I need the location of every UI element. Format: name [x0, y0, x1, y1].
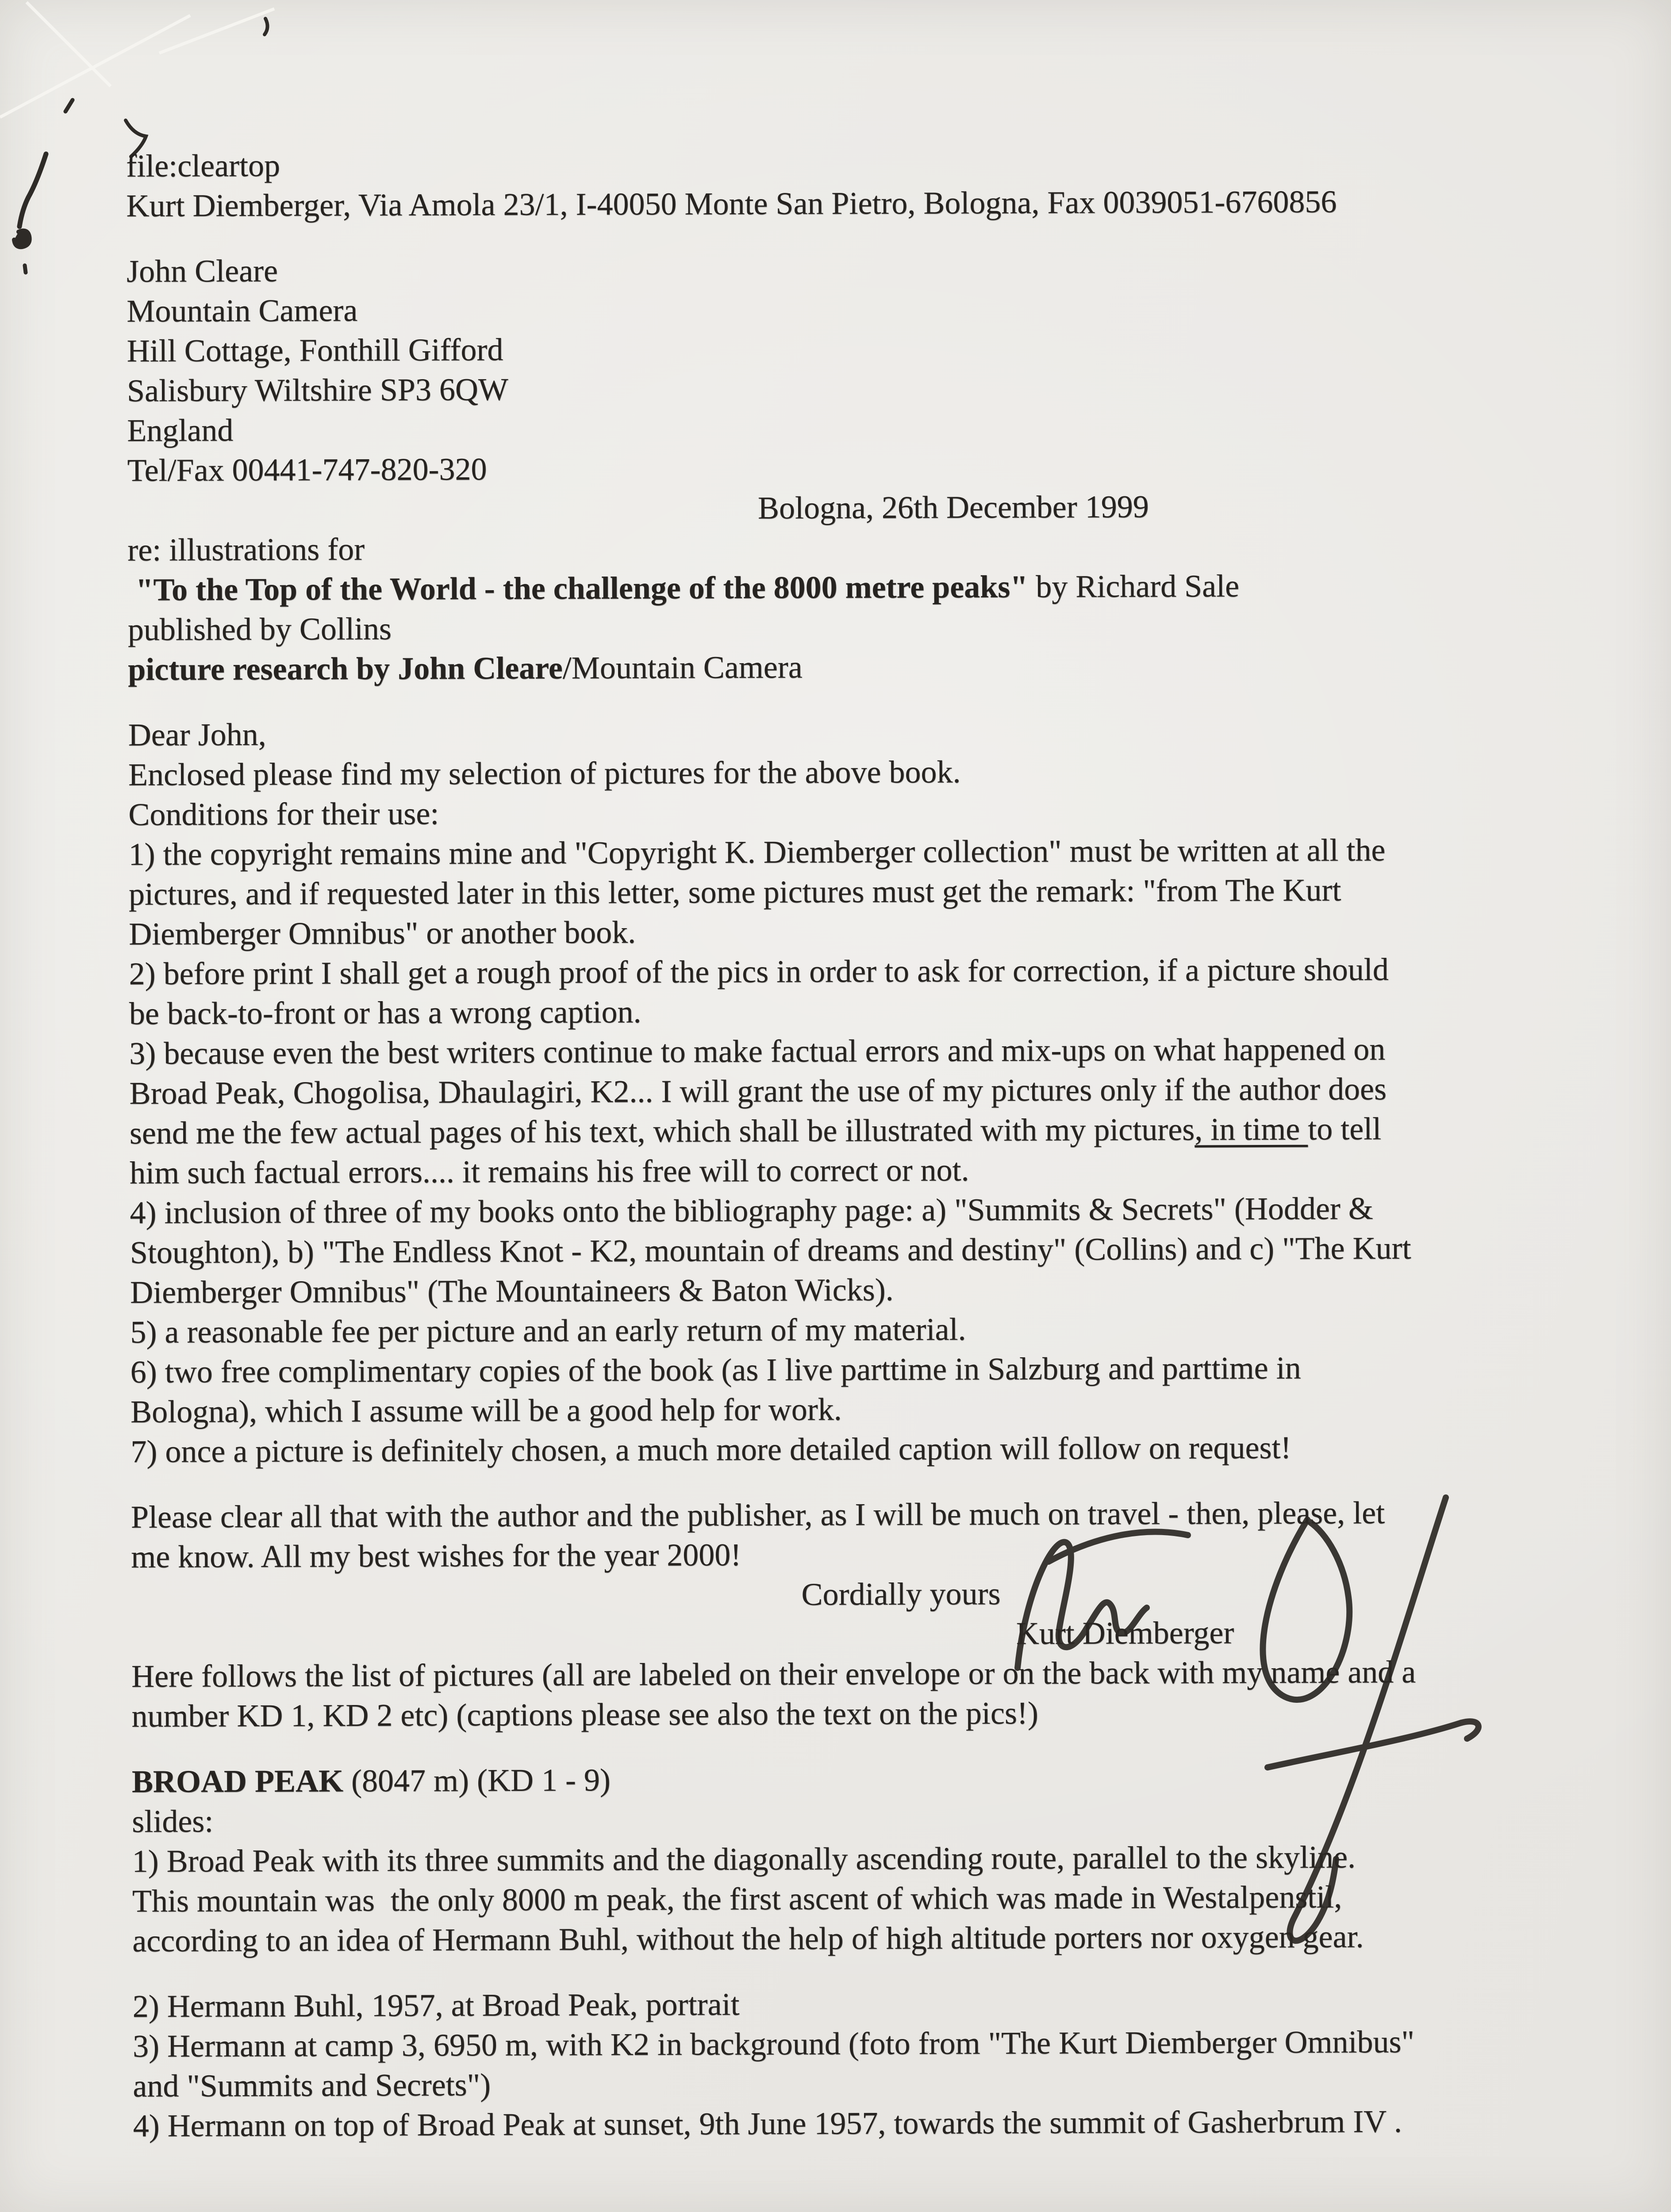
letter-line: [131, 1571, 1604, 1617]
text-segment: BROAD PEAK: [131, 1763, 344, 1799]
letter-line: [129, 988, 1602, 1033]
text-segment: slides:: [132, 1803, 214, 1839]
text-segment: /Mountain Camera: [562, 649, 803, 686]
text-segment: 1) the copyright remains mine and "Copyright K. Diemberger collection" must be written at all the: [128, 832, 1386, 872]
text-segment: Diemberger Omnibus" (The Mountaineers & Baton Wicks).: [130, 1271, 894, 1310]
text-segment: according to an idea of Hermann Buhl, without the help of high altitude porters nor oxygen gear.: [132, 1919, 1364, 1959]
text-segment: 2) Hermann Buhl, 1957, at Broad Peak, portrait: [132, 1986, 740, 2024]
letter-line: [131, 1347, 1604, 1392]
letter-line: [127, 485, 1601, 530]
letter-line: [127, 365, 1600, 411]
text-segment: John Cleare: [126, 253, 278, 289]
text-segment: 7) once a picture is definitely chosen, a much more detailed caption will follow on request!: [131, 1429, 1291, 1469]
text-segment: Kurt Diemberger, Via Amola 23/1, I-40050 Monte San Pietro, Bologna, Fax 0039051-6760856: [126, 184, 1337, 223]
text-segment: me know. All my best wishes for the year 2000!: [131, 1537, 741, 1575]
text-segment: Bologna), which I assume will be a good help for work.: [130, 1391, 842, 1429]
text-segment: picture research by John Cleare: [127, 650, 563, 687]
text-segment: 4) Hermann on top of Broad Peak at sunset, 9th June 1957, towards the summit of Gasherbrum IV .: [133, 2103, 1402, 2143]
text-segment: 2) before print I shall get a rough proof of the pics in order to ask for correction, if a picture should: [129, 952, 1389, 991]
text-segment: England: [127, 412, 234, 448]
text-segment: pictures, and if requested later in this letter, some pictures must get the remark: "from The Kurt: [128, 872, 1341, 912]
text-segment: 3) Hermann at camp 3, 6950 m, with K2 in background (foto from "The Kurt Diemberger Omnibus": [132, 2024, 1414, 2064]
letter-line: [130, 1307, 1603, 1352]
letter-line: [129, 1068, 1602, 1113]
letter-line: [127, 286, 1600, 331]
letter-line: [130, 1227, 1603, 1272]
text-segment: Dear John,: [128, 716, 266, 753]
letter-line: [127, 525, 1601, 570]
text-segment: Hill Cottage, Fonthill Gifford: [127, 332, 503, 369]
text-segment: 6) two free complimentary copies of the book (as I live parttime in Salzburg and parttime in: [130, 1350, 1301, 1390]
text-segment: file:cleartop: [126, 147, 280, 184]
text-segment: by Richard Sale: [1027, 568, 1240, 604]
letter-line: [129, 1028, 1602, 1073]
letter-line: [130, 1108, 1603, 1153]
text-segment: re: illustrations for: [127, 531, 365, 568]
letter-line: [128, 644, 1601, 689]
text-segment: and "Summits and Secrets"): [133, 2067, 491, 2104]
text-segment: "To the Top of the World - the challenge of the 8000 metre peaks": [127, 568, 1028, 607]
letter-line: [126, 180, 1599, 226]
letter-line: [131, 1386, 1604, 1432]
letter-line: [126, 141, 1599, 186]
letter-line: [127, 405, 1600, 450]
letter-line: [127, 326, 1600, 371]
text-segment: Kurt Diemberger: [1016, 1615, 1234, 1651]
letter-line: [129, 949, 1602, 994]
letter-line: [131, 1492, 1604, 1537]
text-segment: Cordially yours: [801, 1576, 1001, 1612]
letter-line: [131, 1691, 1605, 1736]
text-segment: Conditions for their use:: [128, 795, 439, 832]
text-segment: Mountain Camera: [127, 292, 358, 329]
text-segment: 3) because even the best writers continue to make factual errors and mix-ups on what happened on: [129, 1031, 1386, 1071]
letter-line: [132, 1796, 1605, 1841]
letter-line: [127, 246, 1600, 291]
letter-line: [132, 1876, 1606, 1921]
letter-line: [132, 1756, 1605, 1801]
letter-line: [131, 1611, 1605, 1656]
text-segment: published by Collins: [127, 611, 392, 647]
text-segment: Bologna, 26th December 1999: [757, 488, 1149, 526]
letter-line: [131, 1651, 1605, 1696]
letter-line: [132, 1836, 1605, 1881]
text-segment: him such factual errors.... it remains his free will to correct or not.: [129, 1152, 969, 1190]
letter-body: [126, 141, 1606, 2146]
letter-line: [130, 1267, 1603, 1312]
text-segment: This mountain was the only 8000 m peak, the first ascent of which was made in Westalpenstil,: [132, 1879, 1342, 1919]
letter-line: [128, 789, 1602, 834]
text-segment: to tell: [1307, 1111, 1382, 1147]
letter-line: [131, 1532, 1604, 1577]
letter-line: [129, 909, 1602, 954]
text-segment: 5) a reasonable fee per picture and an early return of my material.: [130, 1311, 966, 1350]
letter-line: [133, 1981, 1606, 2026]
text-segment: Enclosed please find my selection of pictures for the above book.: [128, 754, 961, 792]
text-segment: Broad Peak, Chogolisa, Dhaulagiri, K2... I will grant the use of my pictures only if the author does: [129, 1071, 1387, 1111]
text-segment: Here follows the list of pictures (all are labeled on their envelope or on the back with my name and a: [131, 1654, 1416, 1694]
text-segment: send me the few actual pages of his text, which shall be illustrated with my pictures: [129, 1111, 1195, 1151]
letter-line: [128, 829, 1602, 874]
letter-line: [127, 445, 1600, 490]
text-segment: Stoughton), b) "The Endless Knot - K2, mountain of dreams and destiny" (Collins) and c) "The Kurt: [130, 1230, 1411, 1270]
letter-line: [132, 1916, 1606, 1961]
letter-line: [130, 1148, 1603, 1193]
text-segment: Diemberger Omnibus" or another book.: [129, 914, 636, 952]
text-segment: Salisbury Wiltshire SP3 6QW: [127, 371, 508, 408]
text-segment: Tel/Fax 00441-747-820-320: [127, 451, 487, 488]
text-segment: 1) Broad Peak with its three summits and the diagonally ascending route, parallel to the skyline.: [132, 1839, 1356, 1879]
text-segment: be back-to-front or has a wrong caption.: [129, 994, 642, 1031]
letter-line: [128, 749, 1602, 795]
text-segment: 4) inclusion of three of my books onto the bibliography page: a) "Summits & Secrets" (Hodder &: [130, 1190, 1373, 1230]
text-segment: Please clear all that with the author and the publisher, as I will be much on travel - then, please, let: [131, 1495, 1385, 1535]
text-segment: number KD 1, KD 2 etc) (captions please see also the text on the pics!): [131, 1695, 1038, 1734]
letter-line: [133, 2101, 1606, 2146]
letter-line: [133, 2061, 1606, 2106]
letter-line: [128, 604, 1601, 649]
letter-line: [128, 710, 1601, 755]
letter-line: [133, 2021, 1606, 2066]
letter-line: [130, 1187, 1603, 1233]
letter-line: [127, 565, 1601, 610]
letter-line: [129, 869, 1602, 914]
text-segment: , in time: [1194, 1111, 1308, 1147]
text-segment: (8047 m) (KD 1 - 9): [343, 1762, 611, 1799]
letter-line: [131, 1426, 1604, 1471]
